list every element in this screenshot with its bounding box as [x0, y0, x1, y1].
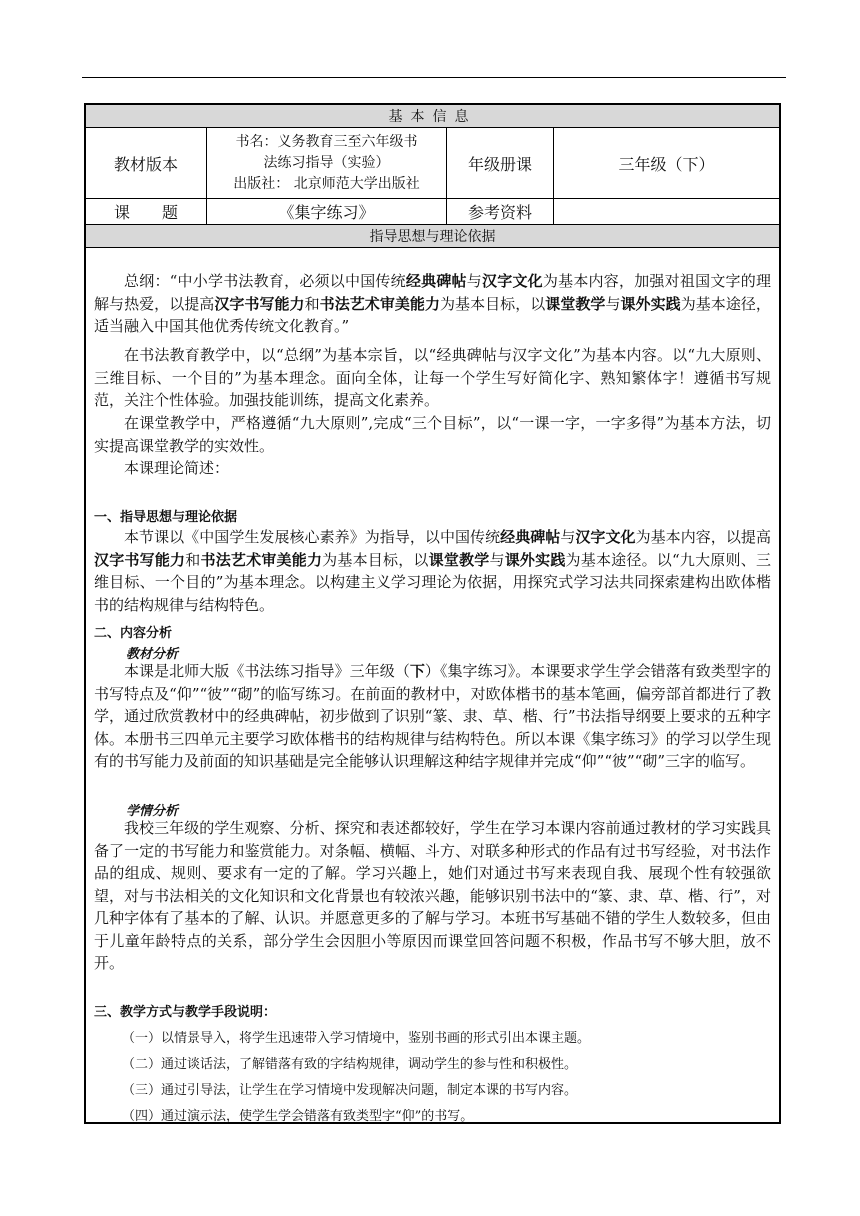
topic-value: 《集字练习》 — [207, 199, 447, 224]
method-item: （一）以情景导入，将学生迅速带入学习情境中，鉴别书画的形式引出本课主题。 — [122, 1031, 591, 1046]
book-name-line-2: 法练习指导（实验） — [263, 154, 390, 171]
classroom-teaching-paragraph: 在课堂教学中，严格遵循“九大原则”,完成“三个目标”，以“一课一字，一字多得”为基本方法，切实提高课堂教学的实效性。 — [94, 414, 771, 455]
textbook-row — [86, 127, 779, 198]
student-analysis-paragraph: 我校三年级的学生观察、分析、探究和表述都较好，学生在学习本课内容前通过教材的学习实践具备了一定的书写能力和鉴赏能力。对条幅、横幅、斗方、对联多种形式的作品有过书写经验，对书法作品的组成、规则、要求有一定的了解。学习兴趣上，她们对通过书写来表现自我、展现个性有较强欲望，对与书法相关的文化知识和文化背景也有较浓兴趣，能够识别书法中的“篆、隶、草、楷、行”，对几种字体有了基本的了解、认识。并愿意更多的了解与学习。本班书写基础不错的学生人数较多，但由于儿童年龄特点的关系，部分学生会因胆小等原因而课堂回答问题不积极，作品书写不够大胆，放不开。 — [94, 819, 771, 972]
method-item: （四）通过演示法，使学生学会错落有致类型字“仰”的书写。 — [122, 1109, 474, 1124]
subheading-student-analysis: 学情分析 — [126, 804, 179, 819]
publisher-line: 出版社： 北京师范大学出版社 — [233, 175, 420, 192]
guiding-ideas-paragraph: 本节课以《中国学生发展核心素养》为指导，以中国传统经典碑帖与汉字文化为基本内容，以提高汉字书写能力和书法艺术审美能力为基本目标，以课堂教学与课外实践为基本途径。以“九大原则、三维目标、一个目的”为基本理念。以构建主义学习理论为依据，用探究式学习法共同探索建构出欧体楷书的结构规律与结构特色。 — [94, 528, 771, 614]
reference-label: 参考资料 — [447, 199, 554, 224]
teaching-purpose-paragraph: 在书法教育教学中，以“总纲”为基本宗旨，以“经典碑帖与汉字文化”为基本内容。以“九大原则、三维目标、一个目的”为基本理念。面向全体，让每一个学生写好简化字、熟知繁体字！遵循书写规范，关注个性体验。加强技能训练，提高文化素养。 — [94, 346, 771, 409]
content-body — [86, 248, 779, 1122]
book-info — [207, 128, 447, 198]
heading-content-analysis: 二、内容分析 — [94, 626, 173, 641]
section-bar — [86, 224, 779, 248]
method-item: （二）通过谈话法，了解错落有致的字结构规律，调动学生的参与性和积极性。 — [122, 1057, 578, 1072]
heading-guiding-ideas: 一、指导思想与理论依据 — [94, 510, 238, 525]
topic-label: 课 题 — [86, 199, 207, 224]
lesson-plan-table — [84, 103, 781, 1124]
textbook-label: 教材版本 — [86, 128, 207, 198]
topic-row — [86, 198, 779, 224]
grade-label: 年级册课 — [447, 128, 554, 198]
general-outline-paragraph: 总纲：“中小学书法教育，必须以中国传统经典碑帖与汉字文化为基本内容，加强对祖国文字的理解与热爱，以提高汉字书写能力和书法艺术审美能力为基本目标，以课堂教学与课外实践为基本途径，适当融入中国其他优秀传统文化教育。” — [94, 272, 771, 335]
header-rule — [82, 77, 786, 78]
basic-info-title: 基本信息 — [388, 109, 477, 125]
grade-value: 三年级（下） — [618, 154, 715, 174]
theory-summary-label: 本课理论简述： — [124, 459, 230, 477]
textbook-analysis-paragraph: 本课是北师大版《书法练习指导》三年级（下）《集字练习》。本课要求学生学会错落有致类型字的书写特点及“仰”“彼”“砌”的临写练习。在前面的教材中，对欧体楷书的基本笔画，偏旁部首都进行了教学，通过欣赏教材中的经典碑帖，初步做到了识别“篆、隶、草、楷、行”书法指导纲要上要求的五种字体。本册书三四单元主要学习欧体楷书的结构规律与结构特色。所以本课《集字练习》的学习以学生现有的书写能力及前面的知识基础是完全能够认识理解这种结字规律并完成“仰”“彼”“砌”三字的临写。 — [94, 662, 771, 770]
heading-teaching-methods: 三、教学方式与教学手段说明： — [94, 1005, 277, 1020]
method-item: （三）通过引导法，让学生在学习情境中发现解决问题，制定本课的书写内容。 — [122, 1083, 578, 1098]
book-name-line-1: 书名：义务教育三至六年级书 — [235, 133, 418, 150]
section-title: 指导思想与理论依据 — [369, 229, 496, 245]
subheading-textbook-analysis: 教材分析 — [126, 647, 179, 662]
basic-info-header — [86, 105, 779, 127]
reference-value — [554, 199, 779, 224]
